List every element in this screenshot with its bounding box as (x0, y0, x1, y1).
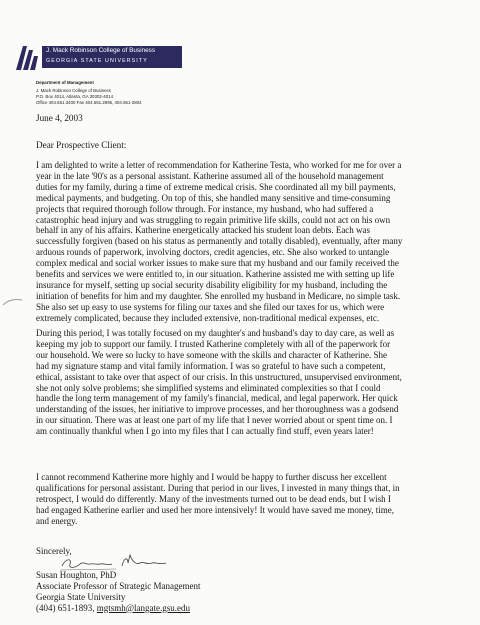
signer-institution: Georgia State University (36, 591, 126, 602)
text-line: extremely complicated, because they included extensive, non-traditional medical expenses, etc. (36, 312, 380, 323)
address-line: P.O. Box 4014, Atlanta, GA 30302-4014 (36, 93, 114, 99)
text-line: benefits and services we were entitled to, in our situation. Katherine assisted me with setting up life (36, 269, 395, 280)
text-line: projects that required thorough follow through. For instance, my husband, who had suffered a (36, 203, 374, 214)
signer-title: Associate Professor of Strategic Management (36, 580, 201, 591)
university-logo (14, 44, 184, 72)
signer-phone: (404) 651-1893, (36, 602, 97, 613)
paragraph-2 (36, 328, 402, 437)
text-line: arduous rounds of paperwork, involving doctors, credit agencies, etc. She also worked to untangle (36, 247, 390, 258)
text-line: qualifications for personal assistant. During that period in our lives, I invested in many things that, in (36, 482, 400, 493)
text-line: catastrophic head injury and was struggling to regain primitive life skills, could not act on his own (36, 214, 391, 225)
university-name: GEORGIA STATE UNIVERSITY (46, 58, 148, 64)
address-line: Office 404.651.3400 Fax 404.651.2896, 404.651-2804 (36, 99, 142, 105)
text-line: I cannot recommend Katherine more highly and I would be happy to further discuss her excellent (36, 472, 387, 482)
text-line: had my signature stamp and vital family information. I was so grateful to have such a competent, (36, 360, 386, 371)
text-line: insurance for myself, setting up social security disability eligibility for my husband, including the (36, 279, 388, 290)
college-name: J. Mack Robinson College of Business (46, 47, 156, 54)
text-line: ethical, assistant to take over that aspect of our crisis. In this unstructured, unsupervised environment, (36, 371, 402, 382)
text-line: keeping my job to support our family. I trusted Katherine completely with all of the paperwork for (36, 338, 391, 349)
text-line: During this period, I was totally focused on my daughter's and husband's day to day care, as well as (36, 328, 395, 338)
text-line: had engaged Katherine earlier and used her more intensively! It would have saved me money, time, (36, 504, 395, 515)
text-line: She also set up easy to use systems for filing our taxes and she filed our taxes for us, which were (36, 301, 385, 312)
university-seal-icon (14, 44, 40, 72)
email-link[interactable]: mgtsmh@langate.gsu.edu (96, 602, 191, 613)
signature-block (36, 570, 200, 614)
text-line: our household. We were so lucky to have someone with the skills and character of Katherine. She (36, 349, 388, 360)
text-line: she not only solve problems; she simplified systems and eliminated complexities so that I could (36, 382, 381, 393)
text-line: complex medical and social worker issues to make sure that my husband and our family received the (36, 258, 399, 269)
department-address (36, 80, 142, 106)
text-line: understanding of the issues, her initiative to improve processes, and her thoroughness was a godsend (36, 404, 399, 415)
text-line: medical payments, and budgeting. On top of this, she handled many sensitive and time-consuming (36, 192, 391, 203)
address-line: J. Mack Robinson College of Business (36, 87, 111, 93)
salutation: Dear Prospective Client: (36, 140, 127, 150)
signer-name: Susan Houghton, PhD (36, 570, 117, 580)
text-line: in our situation. There was at least one part of my life that I never worried about or spent time on. I (36, 415, 393, 426)
contact-line (36, 603, 200, 614)
margin-pencil-mark (2, 295, 24, 309)
text-line: duties for my family, during a time of extreme medical crisis. She coordinated all my bill payments, (36, 181, 396, 192)
text-line: initiation of benefits for him and my daughter. She enrolled my husband in Medicare, no simple task. (36, 290, 401, 301)
letterhead-banner (42, 46, 182, 68)
text-line: successfully forgiven (based on his status as permanently and totally disabled), eventually, after many (36, 236, 403, 247)
text-line: and energy. (36, 515, 78, 526)
text-line: handle the long term management of my family's financial, medical, and legal paperwork. Her quick (36, 393, 398, 404)
text-line: retrospect, I would do differently. Many of the investments turned out to be dead ends, but I wish I (36, 493, 391, 504)
department-name: Department of Management (36, 80, 94, 85)
paragraph-1 (36, 160, 402, 324)
text-line: am continually thankful when I go into my files that I can actually find stuff, even years later! (36, 426, 374, 437)
paragraph-3 (36, 472, 400, 527)
text-line: year in the late '90's as a personal assistant. Katherine assumed all of the household management (36, 170, 384, 181)
closing: Sincerely, (36, 546, 72, 556)
letter-date: June 4, 2003 (36, 113, 83, 123)
text-line: behalf in any of his affairs. Katherine energetically attacked his student loan debts. Each was (36, 225, 371, 236)
text-line: I am delighted to write a letter of recommendation for Katherine Testa, who worked for me for over a (36, 160, 402, 170)
